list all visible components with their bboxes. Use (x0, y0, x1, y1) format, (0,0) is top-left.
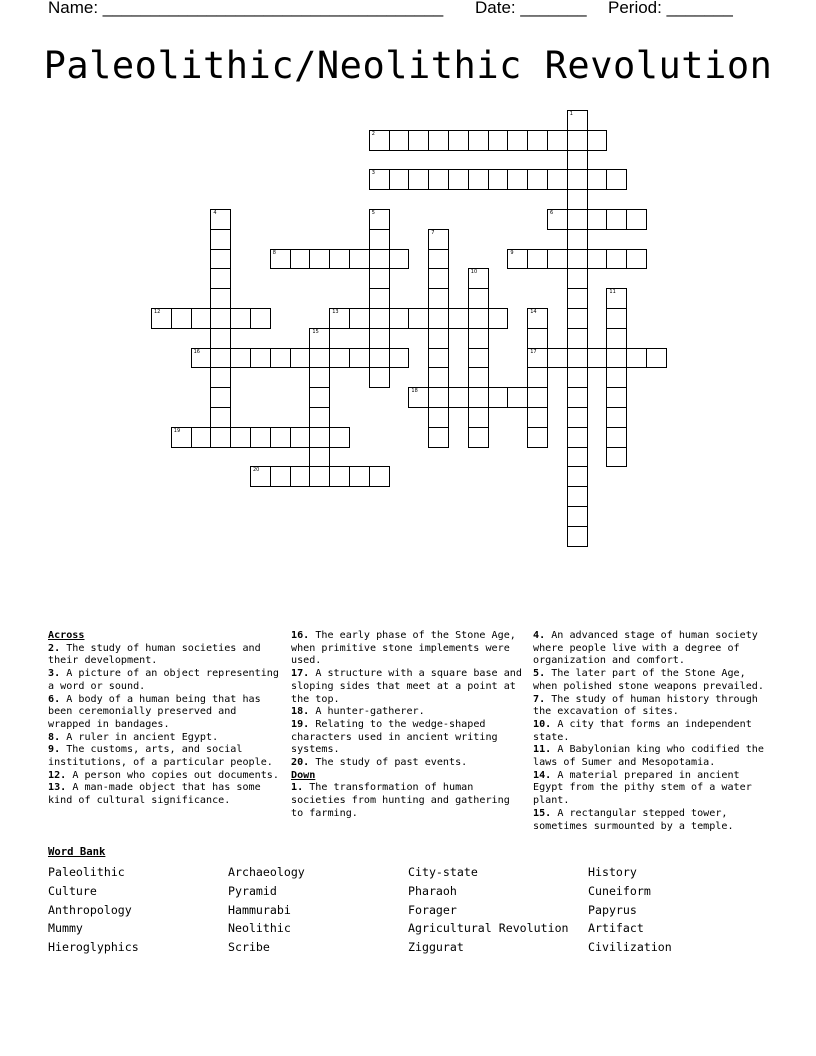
clue-across-12: 12. A person who copies out documents. (48, 769, 279, 781)
clue-across-20: 20. The study of past events. (291, 757, 468, 769)
crossword-cell[interactable] (171, 308, 192, 329)
down-heading: Down (291, 769, 316, 781)
clue-across-18: 18. A hunter-gatherer. (291, 706, 425, 718)
crossword-cell[interactable] (408, 169, 429, 190)
crossword-cell[interactable] (547, 348, 568, 369)
crossword-cell[interactable] (527, 328, 548, 349)
crossword-cell[interactable] (468, 268, 489, 289)
crossword-cell[interactable] (567, 130, 588, 151)
crossword-cell[interactable] (567, 466, 588, 487)
crossword-cell[interactable] (606, 308, 627, 329)
crossword-cell[interactable] (567, 169, 588, 190)
page-title: Paleolithic/Neolithic Revolution (43, 44, 773, 87)
crossword-cell[interactable] (626, 249, 647, 270)
crossword-cell[interactable] (527, 367, 548, 388)
crossword-cell[interactable] (567, 328, 588, 349)
crossword-cell[interactable] (567, 209, 588, 230)
crossword-cell[interactable] (369, 169, 390, 190)
crossword-cell[interactable] (369, 367, 390, 388)
clue-number: 17 (530, 348, 537, 355)
crossword-cell[interactable] (468, 348, 489, 369)
crossword-cell[interactable] (329, 466, 350, 487)
crossword-cell[interactable] (606, 328, 627, 349)
crossword-cell[interactable] (428, 249, 449, 270)
crossword-cell[interactable] (587, 209, 608, 230)
clue-down-11: 11. A Babylonian king who codified the laws of Sumer and Mesopotamia. (533, 744, 764, 769)
word-bank-item: Civilization (588, 940, 672, 955)
crossword-cell[interactable] (369, 268, 390, 289)
clue-number: 15 (312, 328, 319, 335)
clue-number: 9 (510, 249, 514, 256)
crossword-cell[interactable] (567, 229, 588, 250)
crossword-cell[interactable] (567, 367, 588, 388)
clue-across-19: 19. Relating to the wedge-shaped characters used in ancient writing systems. (291, 718, 498, 756)
clue-number: 18 (411, 388, 418, 395)
crossword-cell[interactable] (448, 169, 469, 190)
word-bank-title: Word Bank (48, 846, 106, 858)
crossword-cell[interactable] (309, 466, 330, 487)
crossword-cell[interactable] (250, 466, 271, 487)
crossword-cell[interactable] (527, 427, 548, 448)
crossword-cell[interactable] (309, 328, 330, 349)
crossword-cell[interactable] (527, 348, 548, 369)
clues-column-3 (533, 630, 771, 833)
crossword-cell[interactable] (468, 169, 489, 190)
crossword-cell[interactable] (468, 308, 489, 329)
crossword-cell[interactable] (547, 130, 568, 151)
crossword-cell[interactable] (309, 367, 330, 388)
crossword-cell[interactable] (210, 229, 231, 250)
crossword-cell[interactable] (210, 288, 231, 309)
crossword-cell[interactable] (428, 328, 449, 349)
crossword-cell[interactable] (171, 427, 192, 448)
clue-number: 16 (193, 348, 200, 355)
word-bank-item: Cuneiform (588, 883, 651, 898)
crossword-cell[interactable] (567, 526, 588, 547)
crossword-cell[interactable] (488, 169, 509, 190)
crossword-cell[interactable] (309, 427, 330, 448)
crossword-cell[interactable] (309, 387, 330, 408)
crossword-cell[interactable] (626, 209, 647, 230)
crossword-cell[interactable] (290, 466, 311, 487)
clue-down-15: 15. A rectangular stepped tower, sometimes surmounted by a temple. (533, 807, 734, 832)
crossword-cell[interactable] (389, 169, 410, 190)
crossword-cell[interactable] (587, 130, 608, 151)
crossword-cell[interactable] (527, 308, 548, 329)
crossword-cell[interactable] (527, 407, 548, 428)
crossword-cell[interactable] (428, 130, 449, 151)
crossword-cell[interactable] (369, 328, 390, 349)
crossword-cell[interactable] (606, 447, 627, 468)
crossword-cell[interactable] (290, 348, 311, 369)
crossword-cell[interactable] (349, 348, 370, 369)
clue-down-14: 14. A material prepared in ancient Egypt from the pithy stem of a water plant. (533, 769, 752, 807)
clue-number: 6 (550, 210, 554, 216)
word-bank-item: Paleolithic (48, 865, 125, 879)
word-bank-item: Hieroglyphics (48, 940, 139, 955)
crossword-cell[interactable] (606, 407, 627, 428)
crossword-cell[interactable] (270, 466, 291, 487)
clue-down-4: 4. An advanced stage of human society where people live with a degree of organization and comfort. (533, 630, 758, 667)
crossword-cell[interactable] (428, 348, 449, 369)
word-bank-item: Forager (408, 902, 457, 917)
clues-column-2 (291, 630, 525, 821)
word-bank-item: Archaeology (228, 865, 305, 879)
crossword-cell[interactable] (488, 308, 509, 329)
crossword-cell[interactable] (349, 466, 370, 487)
crossword-cell[interactable] (369, 209, 390, 230)
crossword-cell[interactable] (527, 387, 548, 408)
word-bank-item: Papyrus (588, 902, 637, 917)
crossword-cell[interactable] (389, 308, 410, 329)
crossword-cell[interactable] (309, 249, 330, 270)
crossword-cell[interactable] (567, 150, 588, 171)
word-bank-item: Neolithic (228, 921, 291, 936)
clue-number: 12 (154, 309, 161, 315)
crossword-cell[interactable] (587, 169, 608, 190)
word-bank-item: Pyramid (228, 883, 277, 898)
crossword-cell[interactable] (191, 427, 212, 448)
crossword-cell[interactable] (210, 407, 231, 428)
crossword-cell[interactable] (587, 249, 608, 270)
crossword-cell[interactable] (369, 249, 390, 270)
crossword-cell[interactable] (468, 130, 489, 151)
crossword-cell[interactable] (408, 308, 429, 329)
crossword-cell[interactable] (606, 427, 627, 448)
crossword-cell[interactable] (468, 328, 489, 349)
crossword-cell[interactable] (428, 229, 449, 250)
crossword-cell[interactable] (210, 209, 231, 230)
crossword-cell[interactable] (646, 348, 667, 369)
crossword-cell[interactable] (567, 348, 588, 369)
crossword-cell[interactable] (488, 130, 509, 151)
crossword-cell[interactable] (507, 130, 528, 151)
crossword-cell[interactable] (191, 348, 212, 369)
clue-number: 3 (371, 170, 375, 177)
crossword-cell[interactable] (349, 308, 370, 329)
name-field[interactable]: Name: ____________________________________ (48, 0, 444, 17)
crossword-cell[interactable] (626, 348, 647, 369)
crossword-cell[interactable] (468, 427, 489, 448)
crossword-cell[interactable] (428, 268, 449, 289)
crossword-cell[interactable] (230, 348, 251, 369)
crossword-cell[interactable] (290, 427, 311, 448)
crossword-cell[interactable] (309, 348, 330, 369)
crossword-cell[interactable] (567, 268, 588, 289)
crossword-cell[interactable] (369, 288, 390, 309)
crossword-cell[interactable] (428, 427, 449, 448)
date-field[interactable]: Date: _______ (475, 0, 587, 17)
clue-across-3: 3. A picture of an object representing a word or sound. (48, 668, 279, 692)
crossword-cell[interactable] (468, 407, 489, 428)
word-bank-item: Scribe (228, 940, 270, 955)
clue-down-7: 7. The study of human history through the excavation of sites. (533, 693, 758, 718)
word-bank-item: Agricultural Revolution (408, 921, 569, 936)
crossword-cell[interactable] (567, 427, 588, 448)
crossword-cell[interactable] (230, 308, 251, 329)
word-bank-item: Hammurabi (228, 902, 291, 917)
crossword-cell[interactable] (606, 348, 627, 369)
across-heading: Across (48, 630, 85, 641)
word-bank-item: History (588, 865, 637, 879)
crossword-cell[interactable] (309, 447, 330, 468)
crossword-cell[interactable] (507, 387, 528, 408)
clue-across-8: 8. A ruler in ancient Egypt. (48, 731, 219, 743)
clue-down-1: 1. The transformation of human societies from hunting and gathering to farming. (291, 782, 510, 819)
crossword-cell[interactable] (369, 348, 390, 369)
crossword-cell[interactable] (369, 130, 390, 151)
crossword-cell[interactable] (270, 348, 291, 369)
crossword-cell[interactable] (567, 506, 588, 527)
crossword-cell[interactable] (567, 288, 588, 309)
crossword-cell[interactable] (428, 288, 449, 309)
clue-number: 1 (569, 111, 573, 117)
crossword-cell[interactable] (448, 130, 469, 151)
crossword-cell[interactable] (151, 308, 172, 329)
crossword-cell[interactable] (250, 348, 271, 369)
crossword-cell[interactable] (210, 268, 231, 289)
clue-number: 20 (253, 467, 260, 474)
clue-number: 13 (332, 309, 339, 315)
crossword-cell[interactable] (468, 367, 489, 388)
crossword-cell[interactable] (606, 209, 627, 230)
clue-across-6: 6. A body of a human being that has been ceremonially preserved and wrapped in bandages. (48, 693, 261, 730)
crossword-cell[interactable] (210, 308, 231, 329)
crossword-cell[interactable] (428, 387, 449, 408)
crossword-cell[interactable] (547, 169, 568, 190)
word-bank-item: City-state (408, 865, 478, 879)
crossword-cell[interactable] (606, 249, 627, 270)
crossword-cell[interactable] (428, 308, 449, 329)
clue-down-10: 10. A city that forms an independent state. (533, 718, 752, 743)
crossword-cell[interactable] (329, 427, 350, 448)
crossword-cell[interactable] (448, 387, 469, 408)
clue-across-13: 13. A man-made object that has some kind of cultural significance. (48, 782, 261, 807)
crossword-cell[interactable] (507, 249, 528, 270)
clue-number: 14 (530, 309, 537, 315)
crossword-cell[interactable] (606, 288, 627, 309)
crossword-cell[interactable] (329, 348, 350, 369)
period-field[interactable]: Period: _______ (608, 0, 733, 17)
crossword-cell[interactable] (408, 387, 429, 408)
crossword-cell[interactable] (329, 249, 350, 270)
crossword-cell[interactable] (488, 387, 509, 408)
crossword-cell[interactable] (210, 367, 231, 388)
crossword-cell[interactable] (587, 348, 608, 369)
clue-number: 5 (371, 210, 375, 216)
crossword-cell[interactable] (507, 169, 528, 190)
clue-number: 8 (272, 249, 276, 256)
crossword-cell[interactable] (567, 407, 588, 428)
crossword-cell[interactable] (428, 367, 449, 388)
crossword-cell[interactable] (389, 348, 410, 369)
clue-number: 4 (213, 210, 217, 216)
crossword-cell[interactable] (606, 367, 627, 388)
clue-number: 7 (431, 229, 435, 236)
crossword-cell[interactable] (468, 288, 489, 309)
crossword-cell[interactable] (567, 447, 588, 468)
crossword-cell[interactable] (230, 427, 251, 448)
crossword-cell[interactable] (389, 249, 410, 270)
crossword-cell[interactable] (349, 249, 370, 270)
crossword-cell[interactable] (210, 328, 231, 349)
crossword-cell[interactable] (290, 249, 311, 270)
crossword-cell[interactable] (567, 249, 588, 270)
crossword-cell[interactable] (547, 249, 568, 270)
crossword-cell[interactable] (210, 348, 231, 369)
crossword-cell[interactable] (210, 427, 231, 448)
crossword-cell[interactable] (270, 427, 291, 448)
clue-across-9: 9. The customs, arts, and social institutions, of a particular people. (48, 744, 273, 769)
word-bank-item: Culture (48, 883, 97, 898)
crossword-cell[interactable] (428, 407, 449, 428)
word-bank-item: Pharaoh (408, 883, 457, 898)
crossword-cell[interactable] (250, 308, 271, 329)
clues-column-1 (48, 630, 280, 808)
crossword-cell[interactable] (567, 308, 588, 329)
clue-number: 11 (609, 289, 616, 296)
clue-down-5: 5. The later part of the Stone Age, when polished stone weapons prevailed. (533, 668, 764, 692)
crossword-cell[interactable] (606, 169, 627, 190)
crossword-cell[interactable] (468, 387, 489, 408)
crossword-cell[interactable] (369, 466, 390, 487)
word-bank-item: Mummy (48, 921, 83, 936)
clue-number: 2 (371, 130, 375, 137)
crossword-cell[interactable] (567, 486, 588, 507)
crossword-cell[interactable] (389, 130, 410, 151)
crossword-cell[interactable] (329, 308, 350, 329)
clue-across-2: 2. The study of human societies and their development. (48, 642, 261, 667)
crossword-cell[interactable] (527, 130, 548, 151)
crossword-cell[interactable] (369, 308, 390, 329)
crossword-cell[interactable] (210, 249, 231, 270)
crossword-cell[interactable] (191, 308, 212, 329)
crossword-cell[interactable] (448, 308, 469, 329)
word-bank-item: Artifact (588, 921, 644, 936)
word-bank-item: Ziggurat (408, 940, 464, 955)
crossword-cell[interactable] (369, 229, 390, 250)
crossword-cell[interactable] (547, 209, 568, 230)
crossword-cell[interactable] (408, 130, 429, 151)
crossword-cell[interactable] (309, 407, 330, 428)
crossword-cell[interactable] (567, 387, 588, 408)
crossword-cell[interactable] (428, 169, 449, 190)
clue-number: 10 (470, 269, 478, 276)
crossword-cell[interactable] (567, 110, 588, 131)
crossword-cell[interactable] (567, 189, 588, 210)
crossword-cell[interactable] (270, 249, 291, 270)
crossword-cell[interactable] (527, 249, 548, 270)
crossword-cell[interactable] (250, 427, 271, 448)
crossword-cell[interactable] (606, 387, 627, 408)
clue-across-17: 17. A structure with a square base and sloping sides that meet at a point at the top. (291, 668, 522, 705)
crossword-cell[interactable] (210, 387, 231, 408)
crossword-cell[interactable] (527, 169, 548, 190)
clue-across-16: 16. The early phase of the Stone Age, when primitive stone implements were used. (291, 630, 516, 667)
clue-number: 19 (173, 427, 181, 434)
word-bank-item: Anthropology (48, 902, 132, 917)
